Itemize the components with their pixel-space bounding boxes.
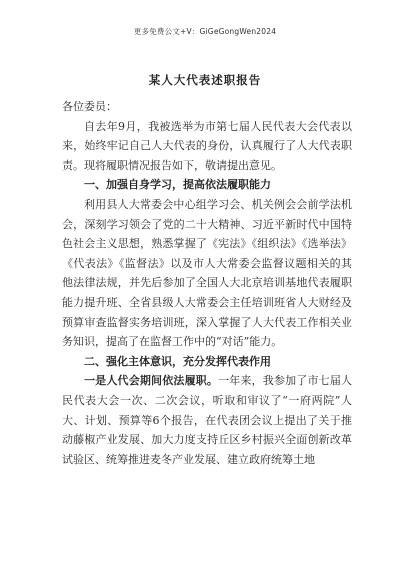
section-2-heading: 二、强化主体意识，充分发挥代表作用 (84, 354, 271, 368)
document-body (62, 97, 352, 469)
intro-paragraph: 自去年9月，我被选举为市第七届人民代表大会代表以来，始终牢记自己人大代表的身份，认真履行了人大代表职责。现将履职情况报告如下，敬请提出意见。 (62, 119, 352, 172)
section-1-paragraph: 利用县人大常委会中心组学习会、机关例会会前学法机会，深刻学习领会了党的二十大精神、习近平新时代中国特色社会主义思想，熟悉掌握了《宪法》《组织法》《选举法》《代表法》《监督法》以及市人大常委会监督议题相关的其他法律法规，并先后参加了全国人大北京培训基地代表履职能力提升班、全省县级人大常委会主任培训班省人大财经及预算审查监督实务培训班，深入掌握了人大代表工作相关业务知识，提高了在监督工作中的“对话”能力。 (62, 197, 352, 349)
document-title: 某人大代表述职报告 (148, 73, 262, 87)
section-2-lead: 一是人代会期间依法履职。 (84, 374, 219, 388)
section-1-heading: 一、加强自身学习，提高依法履职能力 (84, 178, 271, 192)
section-2-text: 一年来，我参加了市七届人民代表大会一次、二次会议，听取和审议了“一府两院”人大、计划、预算等6个报告，在代表团会议上提出了关于推动藤椒产业发展、加大力度支持丘区乡村振兴全面创新改革试验区、统筹推进麦冬产业发展、建立政府统筹土地 (62, 374, 353, 466)
watermark-text: 更多免费公文+V：GiGeGongWen2024 (133, 27, 277, 36)
salutation: 各位委员： (62, 100, 117, 113)
section-2-paragraph (62, 371, 352, 469)
